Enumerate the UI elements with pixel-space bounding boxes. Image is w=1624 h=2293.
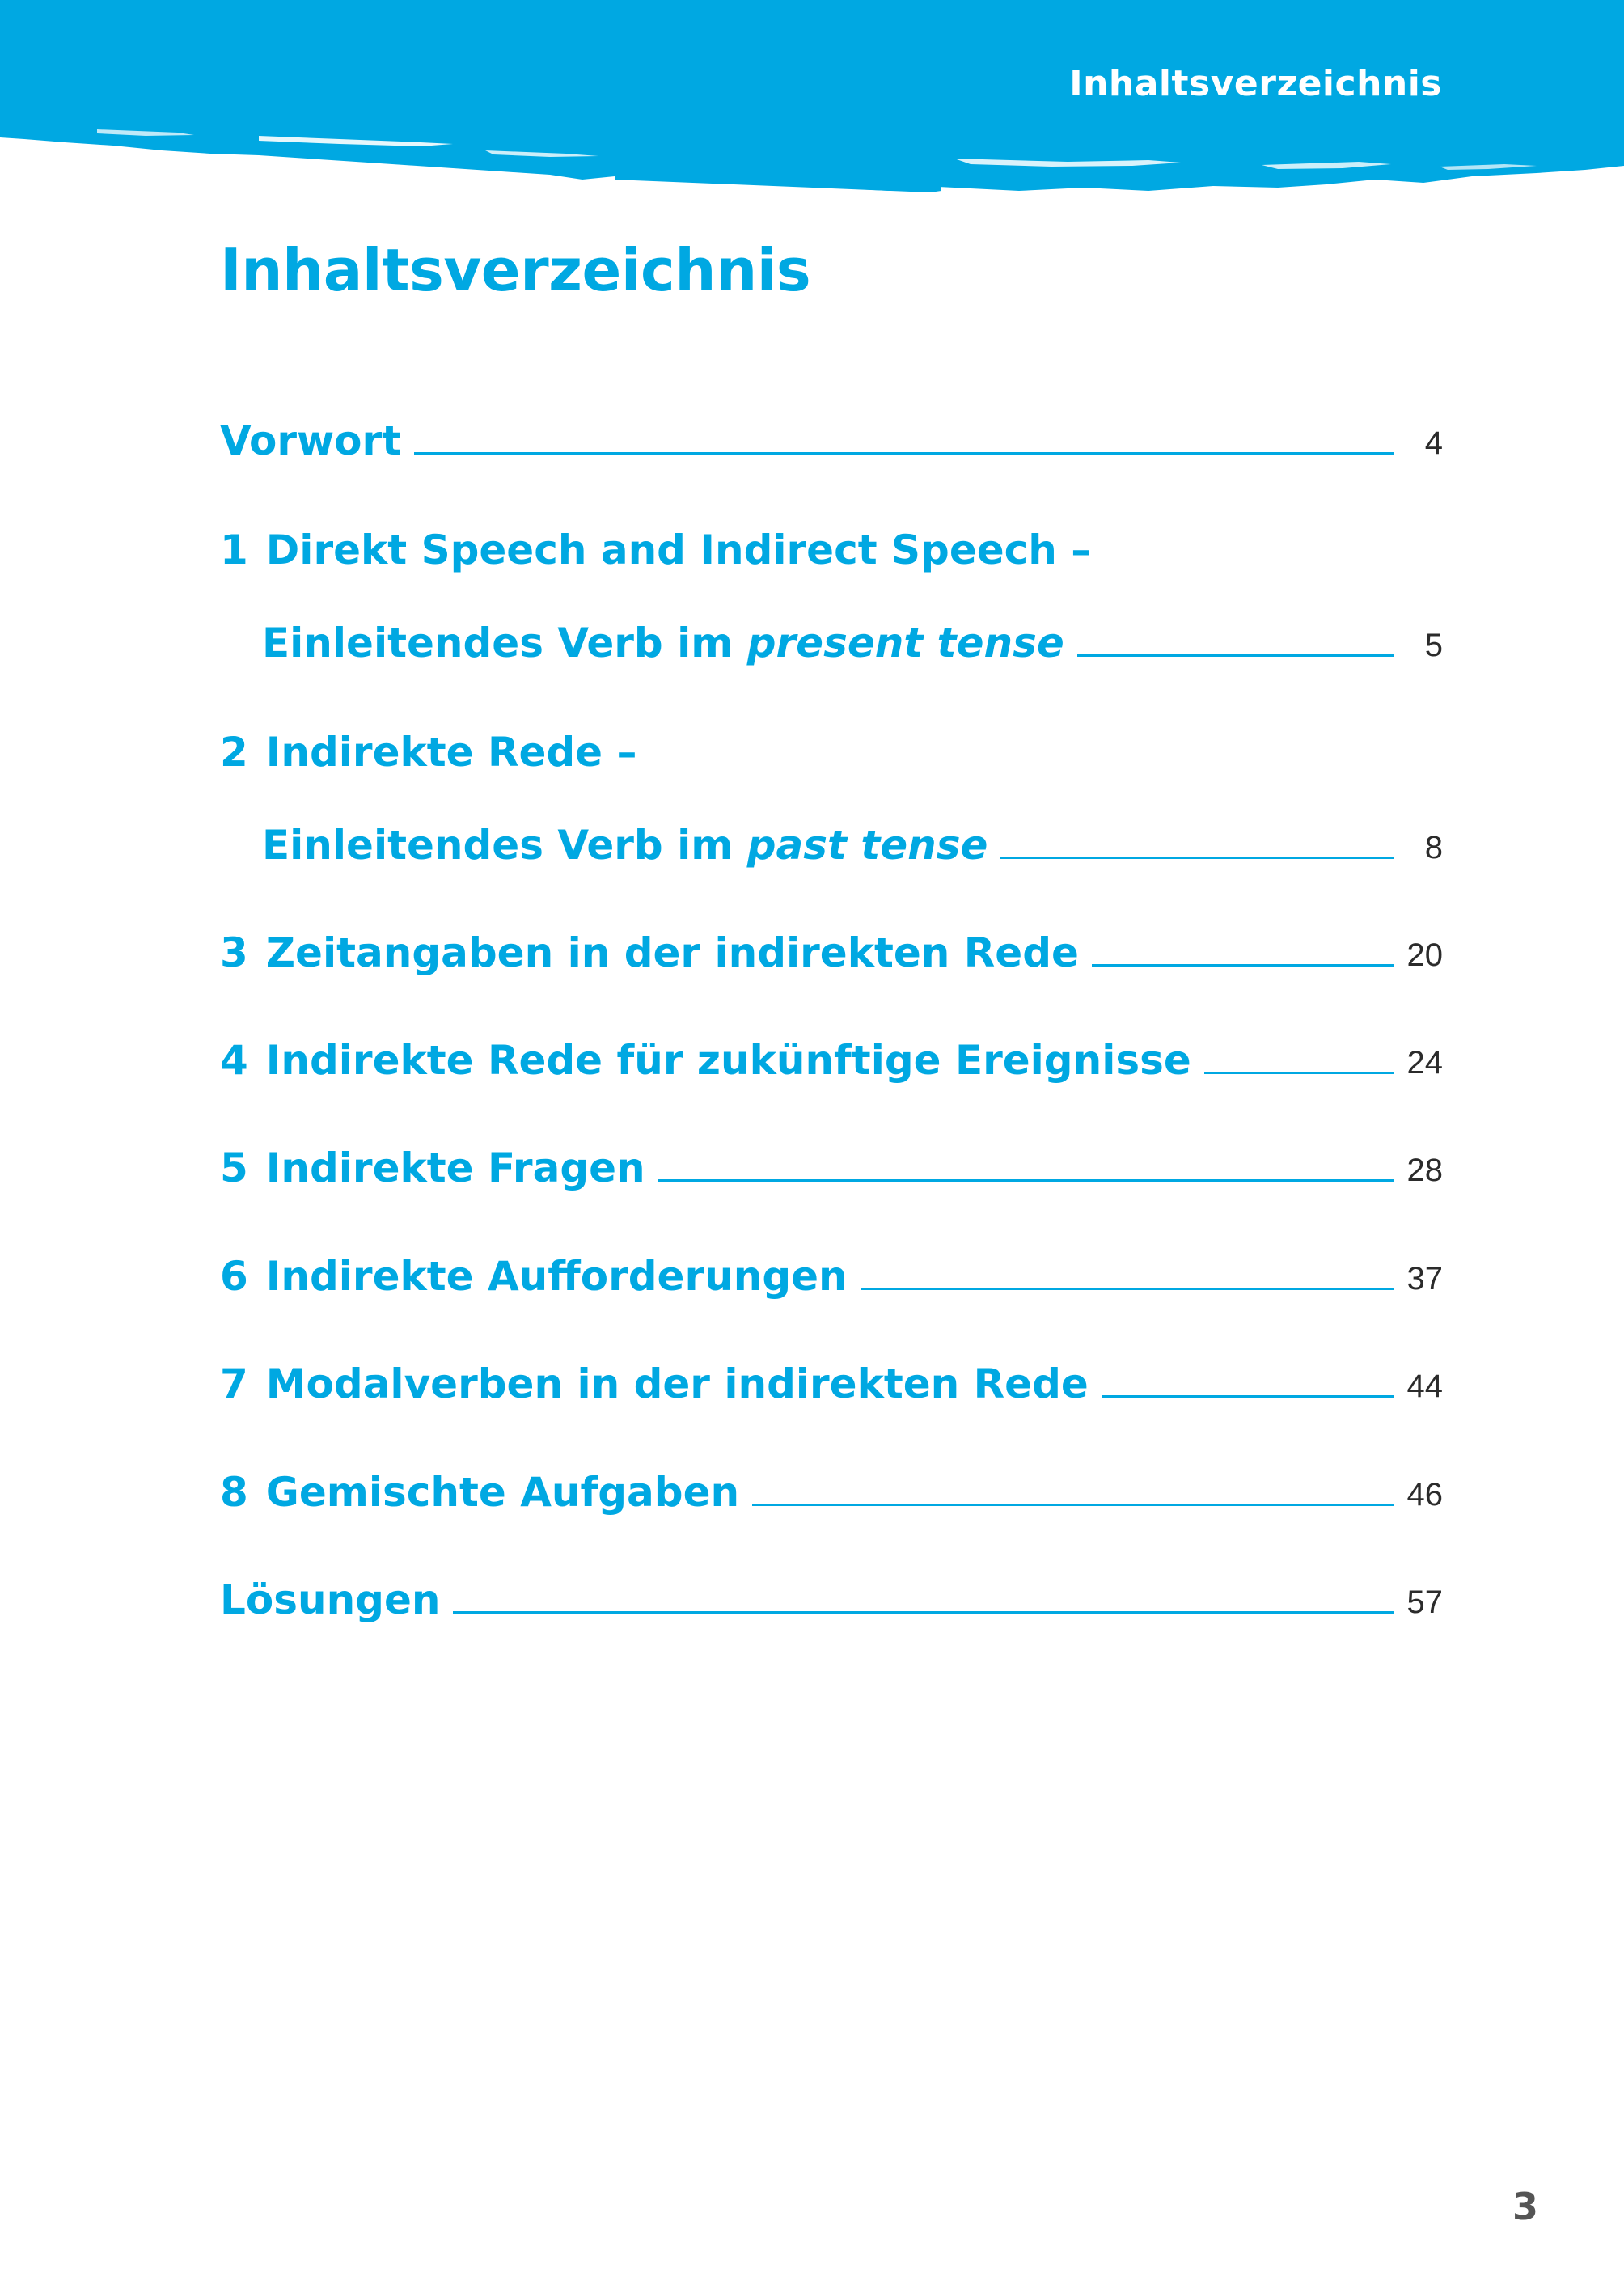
toc-entry-number: 3 (220, 929, 248, 976)
toc-entry-number: 2 (220, 729, 248, 776)
toc-entry-text: Lösungen (220, 1576, 441, 1623)
toc-entry-title (220, 1144, 645, 1191)
toc-entry[interactable] (220, 1448, 1443, 1516)
toc-entry[interactable] (220, 1339, 1443, 1407)
toc-entry-number: 1 (220, 527, 248, 573)
toc-entry-italic-text: present tense (746, 620, 1064, 666)
header-band (0, 0, 1624, 194)
toc-entry-text: Indirekte Aufforderungen (265, 1253, 848, 1300)
toc-entry[interactable] (220, 1123, 1443, 1191)
toc-page-number: 28 (1406, 1153, 1443, 1188)
toc-leader-line (1102, 1395, 1394, 1398)
toc-leader-line (453, 1611, 1394, 1614)
toc-entry-text: Gemischte Aufgaben (265, 1469, 740, 1516)
toc-entry-number: 7 (220, 1360, 248, 1407)
toc-leader-line (1000, 857, 1394, 859)
toc-entry-title (220, 1360, 1089, 1407)
toc-leader-line (1092, 964, 1394, 967)
toc-leader-line (414, 452, 1394, 455)
toc-entry-italic-text: past tense (746, 822, 988, 869)
toc-entry[interactable] (220, 1555, 1443, 1623)
toc-page-number: 24 (1406, 1045, 1443, 1081)
toc-page-number: 37 (1406, 1261, 1443, 1297)
toc-entry[interactable] (220, 908, 1443, 976)
toc-leader-line (658, 1179, 1394, 1182)
toc-entry-text: Indirekte Rede für zukünftige Ereignisse (265, 1037, 1191, 1084)
toc-entry-title (220, 1469, 740, 1516)
toc-entry[interactable] (220, 506, 1443, 573)
toc-entry-text: Zeitangaben in der indirekten Rede (265, 929, 1079, 976)
toc-entry[interactable] (220, 708, 1443, 776)
toc-page-number: 46 (1406, 1477, 1443, 1512)
page-title: Inhaltsverzeichnis (220, 236, 811, 304)
toc-entry-number: 4 (220, 1037, 248, 1084)
toc-entry-text: Modalverben in der indirekten Rede (265, 1360, 1089, 1407)
toc-entry-title (220, 1037, 1191, 1084)
toc-entry-text: Direkt Speech and Indirect Speech – (265, 527, 1092, 573)
toc-page-number: 4 (1424, 425, 1443, 461)
toc-entry-text: Indirekte Fragen (265, 1144, 645, 1191)
toc-leader-line (1077, 654, 1394, 657)
toc-entry[interactable] (220, 801, 1443, 869)
toc-entry-number: 5 (220, 1144, 248, 1191)
toc-leader-line (1204, 1072, 1394, 1074)
toc-entry-text: Indirekte Rede – (265, 729, 637, 776)
toc-entry-title (220, 1253, 848, 1300)
toc-entry-title (220, 1576, 441, 1623)
toc-page-number: 44 (1406, 1369, 1443, 1404)
toc-entry-title (220, 527, 1092, 573)
toc-entry-title (220, 620, 1064, 666)
toc-leader-line (861, 1288, 1394, 1290)
toc-page-number: 8 (1424, 830, 1443, 865)
toc-entry-text: Einleitendes Verb im (262, 822, 747, 869)
toc-page-number: 57 (1406, 1584, 1443, 1620)
toc-entry[interactable] (220, 1232, 1443, 1300)
toc-entry[interactable] (220, 396, 1443, 464)
header-label: Inhaltsverzeichnis (1069, 63, 1442, 104)
toc-entry-title (220, 417, 402, 464)
toc-entry-text: Einleitendes Verb im (262, 620, 747, 666)
toc-entry[interactable] (220, 599, 1443, 666)
page-number: 3 (1512, 2185, 1538, 2228)
toc-entry-title (220, 822, 988, 869)
toc-page-number: 5 (1424, 628, 1443, 663)
toc-entry-title (220, 929, 1079, 976)
toc-entry-text: Vorwort (220, 417, 402, 464)
toc-entry[interactable] (220, 1016, 1443, 1084)
toc-entry-number: 6 (220, 1253, 248, 1300)
toc-entry-number: 8 (220, 1469, 248, 1516)
toc-leader-line (752, 1504, 1394, 1506)
toc-entry-title (220, 729, 637, 776)
toc-page-number: 20 (1406, 937, 1443, 973)
